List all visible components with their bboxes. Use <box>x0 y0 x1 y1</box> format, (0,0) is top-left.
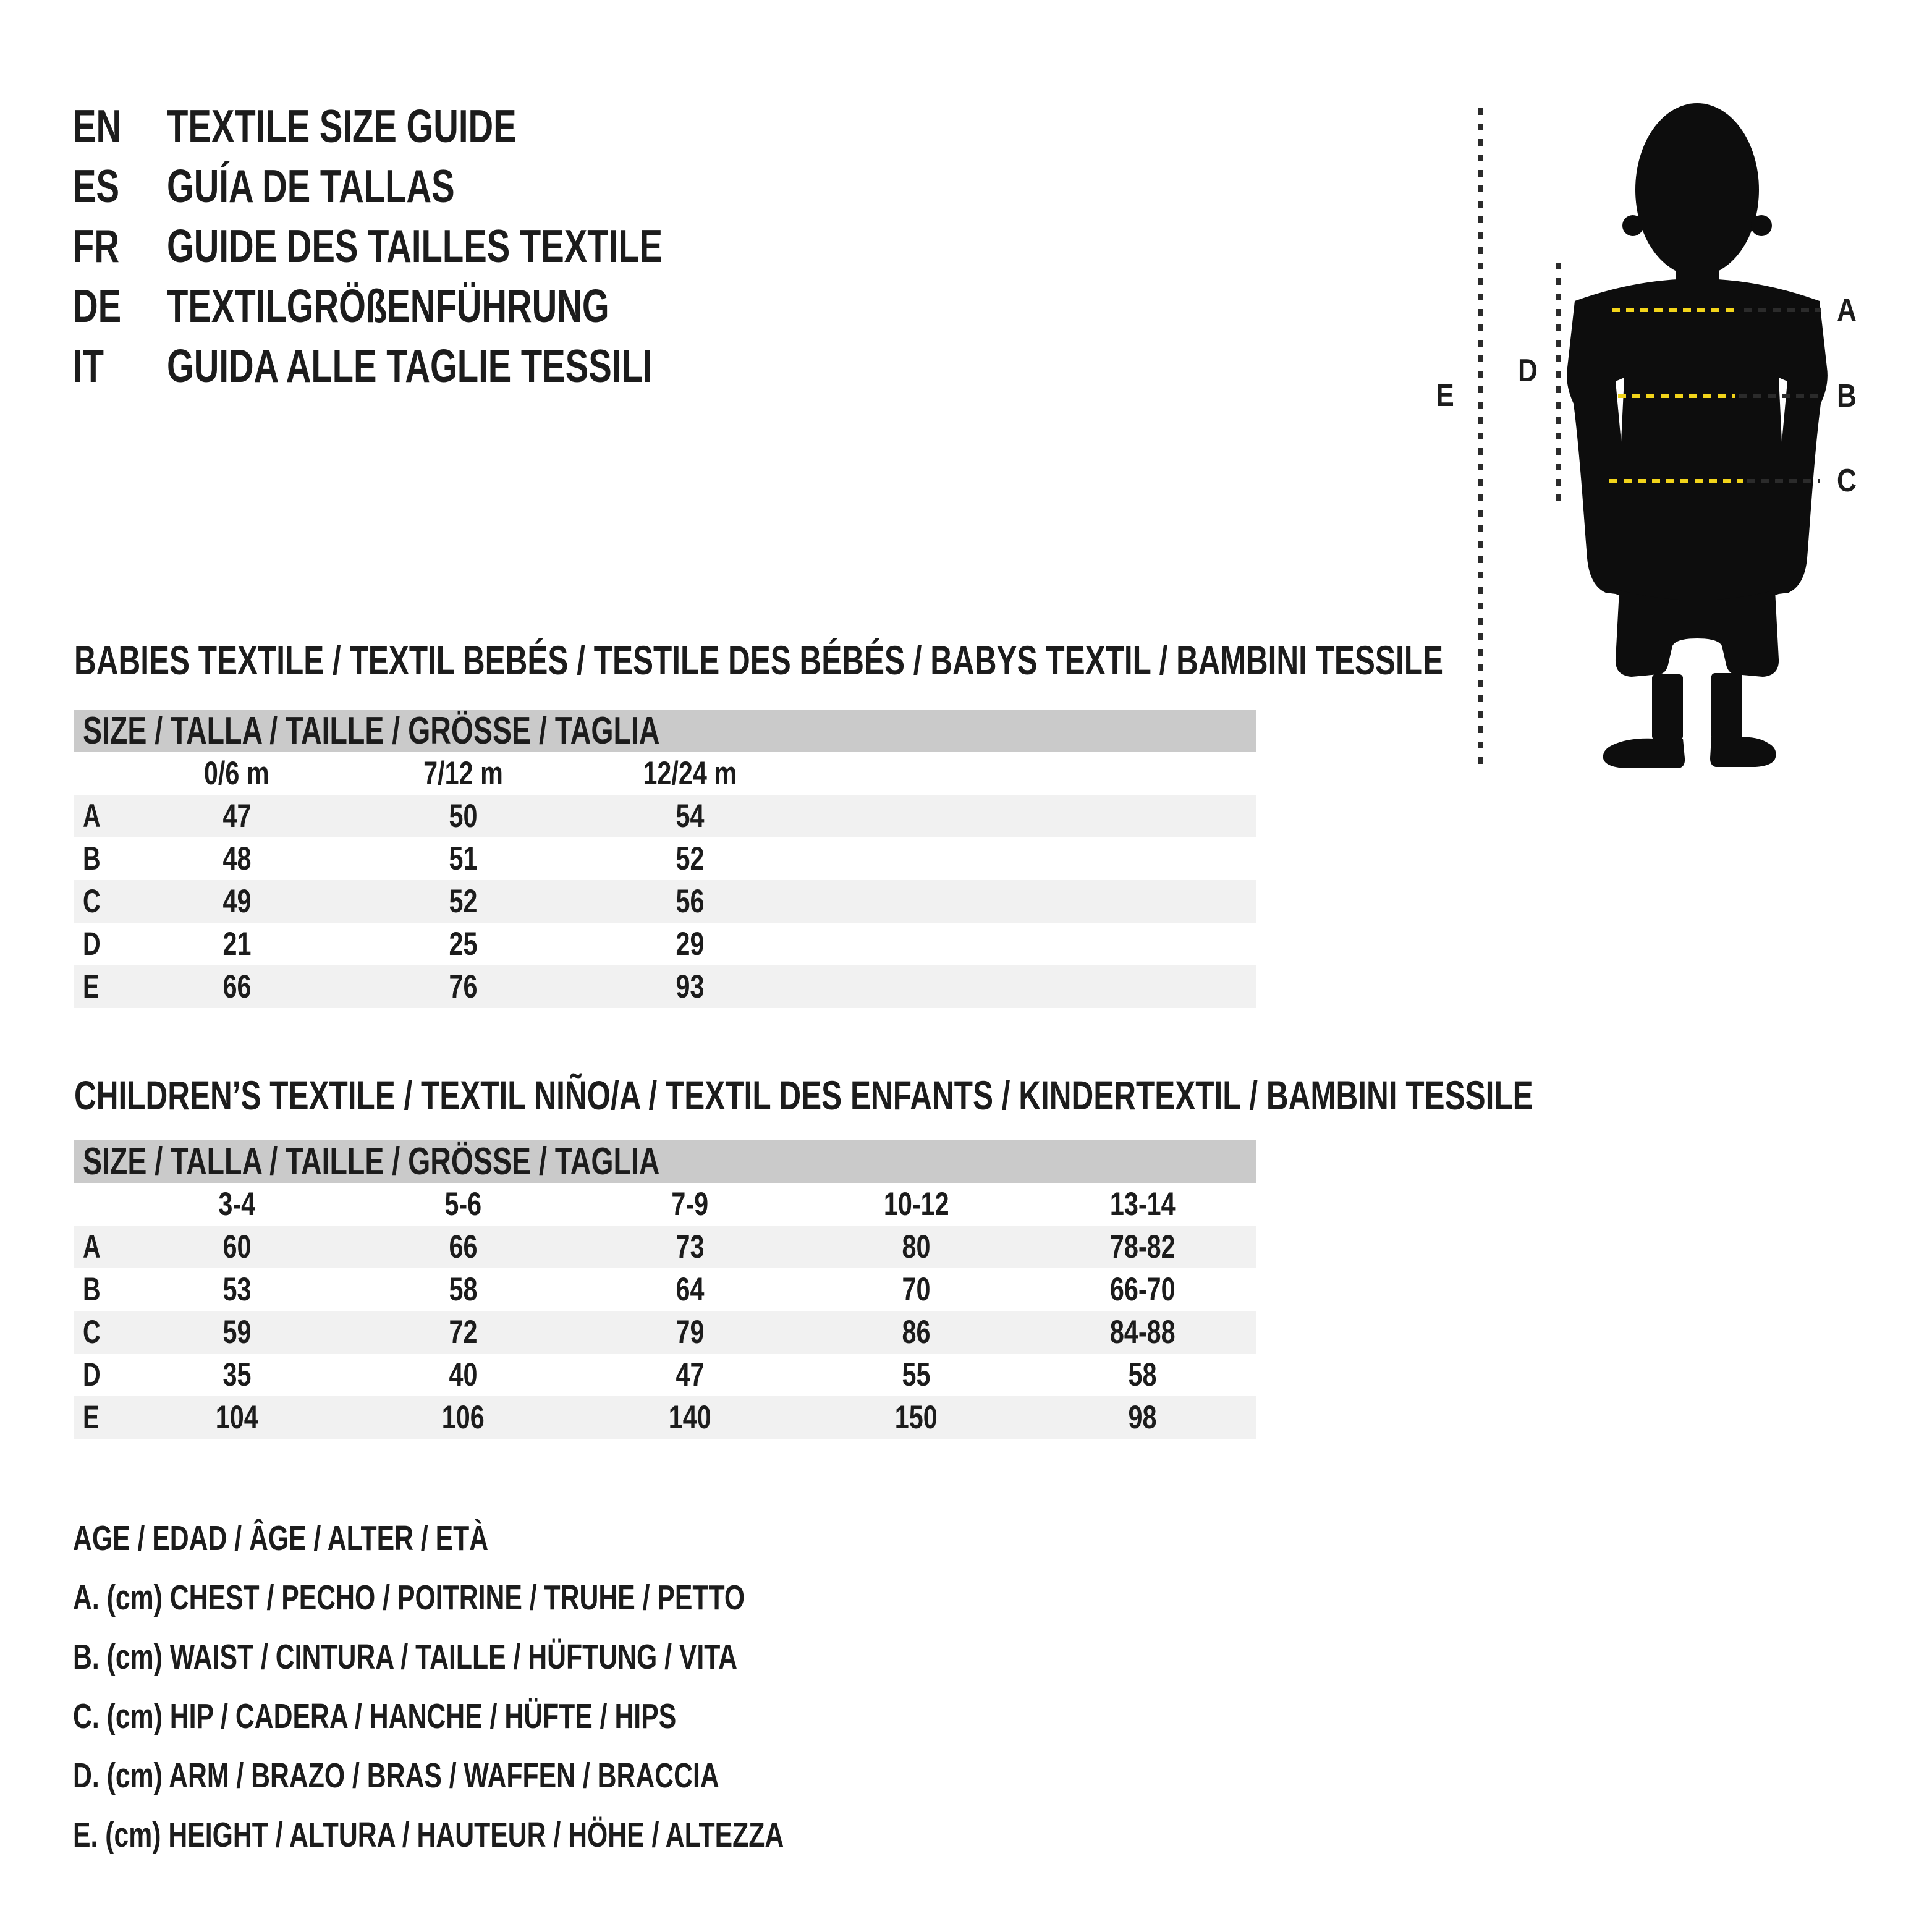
guide-title: TEXTILE SIZE GUIDE <box>167 100 517 152</box>
table-cell: 50 <box>449 798 478 834</box>
table-row <box>74 1268 1256 1311</box>
column-header: 5-6 <box>444 1186 482 1222</box>
table-cell: 21 <box>222 926 252 962</box>
table-row <box>74 965 1256 1008</box>
table-cell-empty <box>1030 965 1256 1008</box>
table-cell: 76 <box>449 968 478 1005</box>
table-cell-empty <box>1030 837 1256 880</box>
table-cell: 47 <box>676 1357 704 1393</box>
column-header: 7/12 m <box>423 755 503 792</box>
table-cell: 53 <box>222 1271 252 1308</box>
table-cell: 29 <box>676 926 704 962</box>
babies-section-title: BABIES TEXTILE / TEXTIL BEBÉS / TESTILE DES BÉBÉS / BABYS TEXTIL / BAMBINI TESSILE <box>74 637 1443 683</box>
table-cell: 64 <box>676 1271 704 1308</box>
table-cell-empty <box>1030 880 1256 923</box>
row-label: B <box>83 1271 101 1308</box>
children-section-title: CHILDREN’S TEXTILE / TEXTIL NIÑO/A / TEXTIL DES ENFANTS / KINDERTEXTIL / BAMBINI TESSILE <box>74 1072 1533 1118</box>
guide-title: GUIDA ALLE TAGLIE TESSILI <box>167 339 653 392</box>
table-row <box>74 1354 1256 1396</box>
guide-title: GUIDE DES TAILLES TEXTILE <box>167 219 663 272</box>
language-code: IT <box>73 339 104 392</box>
measure-label-c: C <box>1837 463 1857 499</box>
table-cell: 56 <box>676 883 704 920</box>
table-cell-empty <box>1030 923 1256 965</box>
table-cell: 60 <box>222 1229 252 1265</box>
row-label: D <box>83 1357 101 1393</box>
measure-label-a: A <box>1837 292 1857 328</box>
legend-line-age: AGE / EDAD / ÂGE / ALTER / ETÀ <box>73 1519 489 1558</box>
legend-line-hip: C. (cm) HIP / CADERA / HANCHE / HÜFTE / HIPS <box>73 1697 677 1736</box>
table-cell-empty <box>1030 795 1256 837</box>
table-row <box>74 795 1256 837</box>
table-cell: 58 <box>1128 1357 1157 1393</box>
row-label: E <box>83 968 100 1005</box>
legend-line-height: E. (cm) HEIGHT / ALTURA / HAUTEUR / HÖHE / ALTEZZA <box>73 1815 784 1855</box>
row-label: A <box>83 798 101 834</box>
row-label: C <box>83 883 101 920</box>
chest-measure-line-dark <box>1744 308 1821 312</box>
table-cell: 150 <box>894 1399 938 1436</box>
column-header: 7-9 <box>671 1186 708 1222</box>
table-cell: 104 <box>215 1399 258 1436</box>
table-cell-empty <box>74 1183 124 1226</box>
table-cell: 79 <box>676 1314 704 1350</box>
waist-measure-line-dark <box>1739 394 1820 398</box>
row-label: C <box>83 1314 101 1350</box>
language-code: FR <box>73 219 119 272</box>
table-cell: 93 <box>676 968 704 1005</box>
measure-label-b: B <box>1837 378 1857 414</box>
table-cell-empty <box>803 965 1029 1008</box>
table-row <box>74 1226 1256 1268</box>
table-cell: 52 <box>676 841 704 877</box>
language-row-it <box>73 336 828 396</box>
column-header-row <box>74 1183 1256 1226</box>
table-cell: 66 <box>222 968 252 1005</box>
table-cell: 84-88 <box>1109 1314 1176 1350</box>
table-cell: 72 <box>449 1314 478 1350</box>
hip-measure-line-dark <box>1747 479 1820 483</box>
language-code: EN <box>73 100 122 152</box>
table-row <box>74 880 1256 923</box>
legend-line-arm: D. (cm) ARM / BRAZO / BRAS / WAFFEN / BRACCIA <box>73 1756 719 1795</box>
size-header-bar: SIZE / TALLA / TAILLE / GRÖSSE / TAGLIA <box>74 1140 1256 1183</box>
table-cell: 73 <box>676 1229 704 1265</box>
language-code: ES <box>73 159 120 212</box>
table-row <box>74 923 1256 965</box>
table-row <box>74 1396 1256 1439</box>
table-cell-empty <box>803 795 1029 837</box>
column-header: 0/6 m <box>204 755 270 792</box>
table-cell-empty <box>1030 752 1256 795</box>
language-row-es <box>73 156 828 216</box>
language-code: DE <box>73 279 122 332</box>
table-cell-empty <box>803 923 1029 965</box>
table-row <box>74 1311 1256 1354</box>
table-cell: 98 <box>1128 1399 1157 1436</box>
table-cell: 49 <box>222 883 252 920</box>
table-cell: 52 <box>449 883 478 920</box>
table-cell-empty <box>803 837 1029 880</box>
table-cell: 25 <box>449 926 478 962</box>
column-header: 12/24 m <box>643 755 737 792</box>
guide-title: GUÍA DE TALLAS <box>167 159 455 212</box>
babies-size-table <box>74 710 1256 1008</box>
children-size-table <box>74 1140 1256 1439</box>
table-cell-empty <box>803 752 1029 795</box>
table-cell: 58 <box>449 1271 478 1308</box>
table-row <box>74 837 1256 880</box>
table-cell: 40 <box>449 1357 478 1393</box>
row-label: E <box>83 1399 100 1436</box>
table-cell: 55 <box>902 1357 931 1393</box>
arm-measure-dotted-line <box>1556 263 1561 504</box>
table-cell: 51 <box>449 841 478 877</box>
table-cell: 48 <box>222 841 252 877</box>
table-cell: 66 <box>449 1229 478 1265</box>
language-title-block <box>73 96 828 396</box>
table-cell: 54 <box>676 798 704 834</box>
column-header: 13-14 <box>1109 1186 1176 1222</box>
size-header-bar: SIZE / TALLA / TAILLE / GRÖSSE / TAGLIA <box>74 710 1256 752</box>
measure-label-e: E <box>1436 378 1454 413</box>
table-cell: 66-70 <box>1109 1271 1176 1308</box>
table-cell: 140 <box>668 1399 711 1436</box>
guide-title: TEXTILGRÖßENFÜHRUNG <box>167 279 609 332</box>
language-row-fr <box>73 216 828 276</box>
waist-measure-line-yellow <box>1618 394 1735 398</box>
legend-line-waist: B. (cm) WAIST / CINTURA / TAILLE / HÜFTUNG / VITA <box>73 1637 738 1677</box>
row-label: A <box>83 1229 101 1265</box>
legend-line-chest: A. (cm) CHEST / PECHO / POITRINE / TRUHE / PETTO <box>73 1578 745 1617</box>
measure-legend <box>73 1509 1021 1865</box>
language-row-en <box>73 96 828 156</box>
table-cell: 106 <box>442 1399 485 1436</box>
hip-measure-line-yellow <box>1609 479 1743 483</box>
table-cell-empty <box>74 752 124 795</box>
table-cell: 70 <box>902 1271 931 1308</box>
language-row-de <box>73 276 828 336</box>
table-cell: 35 <box>222 1357 252 1393</box>
table-cell: 86 <box>902 1314 931 1350</box>
row-label: B <box>83 841 101 877</box>
column-header-row <box>74 752 1256 795</box>
row-label: D <box>83 926 101 962</box>
column-header: 3-4 <box>218 1186 256 1222</box>
chest-measure-line-yellow <box>1612 308 1740 312</box>
table-cell: 78-82 <box>1109 1229 1176 1265</box>
table-cell: 59 <box>222 1314 252 1350</box>
measure-label-d: D <box>1518 353 1538 389</box>
table-cell: 80 <box>902 1229 931 1265</box>
table-cell: 47 <box>222 798 252 834</box>
column-header: 10-12 <box>883 1186 949 1222</box>
table-cell-empty <box>803 880 1029 923</box>
